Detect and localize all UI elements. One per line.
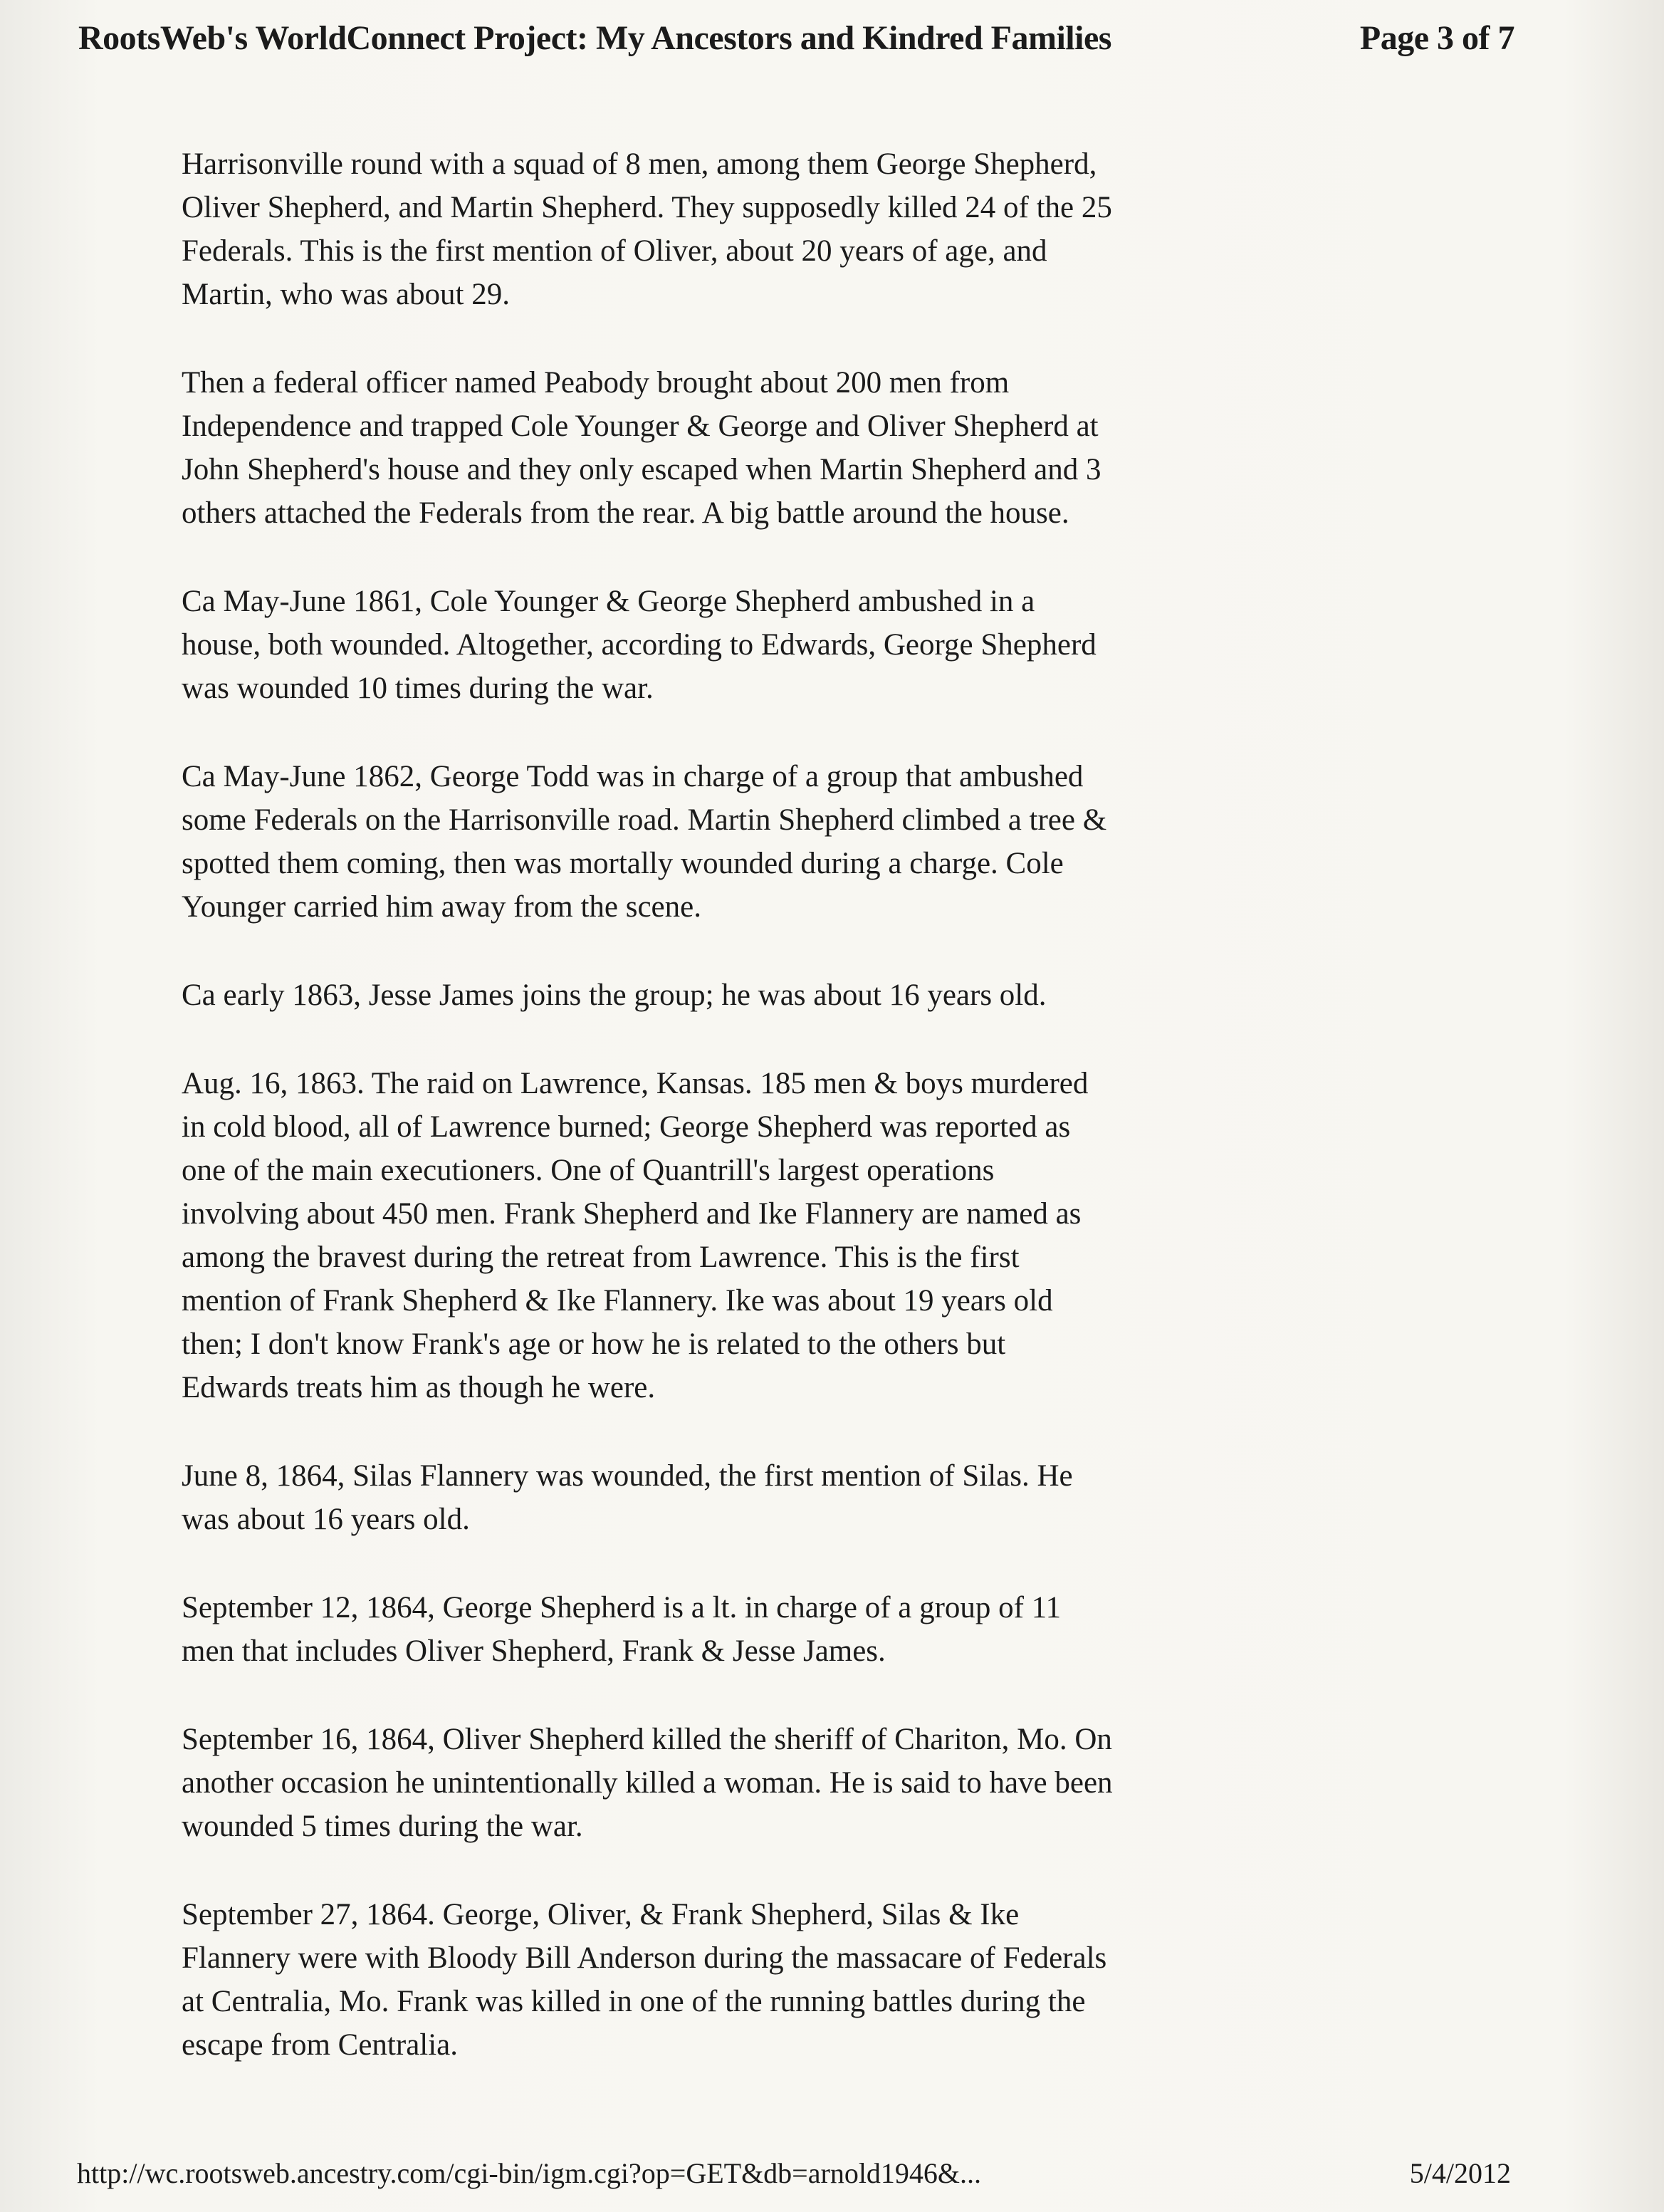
paragraph: Harrisonville round with a squad of 8 men, among them George Shepherd, Oliver Shepherd, and Martin Shepherd. They supposedly killed 24 of the 25 Federals. This is the first mention of Oliver, about 20 years of age, and Martin, who was about 29. — [182, 147, 1112, 311]
paragraph: Aug. 16, 1863. The raid on Lawrence, Kansas. 185 men & boys murdered in cold blood, all of Lawrence burned; George Shepherd was reported as one of the main executioners. One of Quantrill's largest operations involving about 450 men. Frank Shepherd and Ike Flannery are named as among the bravest during the retreat from Lawrence. This is the first mention of Frank Shepherd & Ike Flannery. Ike was about 19 years old then; I don't know Frank's age or how he is related to the others but Edwards treats him as though he were. — [182, 1067, 1089, 1404]
paragraph: Ca May-June 1862, George Todd was in charge of a group that ambushed some Federals on the Harrisonville road. Martin Shepherd climbed a tree & spotted them coming, then was mortally wounded during a charge. Cole Younger carried him away from the scene. — [182, 760, 1107, 924]
page-title: RootsWeb's WorldConnect Project: My Ancestors and Kindred Families — [78, 19, 1111, 57]
paragraph: September 27, 1864. George, Oliver, & Frank Shepherd, Silas & Ike Flannery were with Bloody Bill Anderson during the massacare of Federals at Centralia, Mo. Frank was killed in one of the running battles during the escape from Centralia. — [182, 1898, 1107, 2062]
footer-url: http://wc.rootsweb.ancestry.com/cgi-bin/igm.cgi?op=GET&db=arnold1946&... — [77, 2156, 982, 2189]
paragraph: June 8, 1864, Silas Flannery was wounded, the first mention of Silas. He was about 16 years old. — [182, 1459, 1073, 1536]
paragraph: Ca May-June 1861, Cole Younger & George Shepherd ambushed in a house, both wounded. Altogether, according to Edwards, George Shepherd was wounded 10 times during the war. — [182, 585, 1097, 705]
document-body — [182, 142, 1435, 2112]
paragraph: September 16, 1864, Oliver Shepherd killed the sheriff of Chariton, Mo. On another occasion he unintentionally killed a woman. He is said to have been wounded 5 times during the war. — [182, 1723, 1113, 1843]
page-number: Page 3 of 7 — [1359, 19, 1514, 57]
footer-date: 5/4/2012 — [1409, 2156, 1511, 2189]
paragraph: September 12, 1864, George Shepherd is a lt. in charge of a group of 11 men that includes Oliver Shepherd, Frank & Jesse James. — [182, 1591, 1062, 1668]
paragraph: Ca early 1863, Jesse James joins the group; he was about 16 years old. — [182, 979, 1047, 1012]
paragraph: Then a federal officer named Peabody brought about 200 men from Independence and trapped Cole Younger & George and Oliver Shepherd at John Shepherd's house and they only escaped when Martin Shepherd and 3 others attached the Federals from the rear. A big battle around the house. — [182, 366, 1102, 530]
page-header — [78, 13, 1514, 63]
page-footer — [77, 2148, 1511, 2198]
